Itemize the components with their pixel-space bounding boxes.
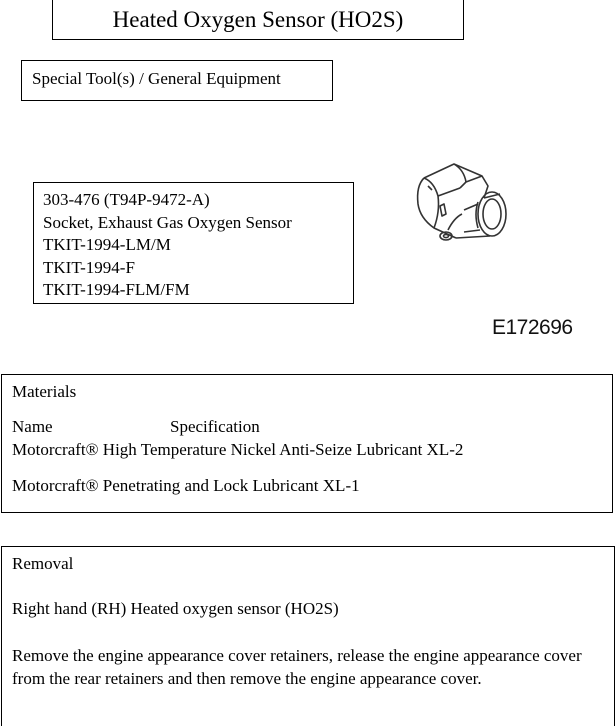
tool-list-box <box>33 182 354 304</box>
image-code: E172696 <box>492 316 573 339</box>
tool-item: 303-476 (T94P-9472-A) <box>43 190 210 209</box>
removal-heading: Removal <box>12 554 74 573</box>
removal-instruction: Remove the engine appearance cover retainers, release the engine appearance cover from the rear retainers and then remove the engine appearance cover. <box>12 646 582 688</box>
title-box <box>52 0 464 40</box>
materials-column-specification: Specification <box>170 417 260 436</box>
special-tools-header-box <box>21 60 333 101</box>
removal-box <box>1 546 615 726</box>
materials-heading: Materials <box>12 382 77 401</box>
tool-item: TKIT-1994-FLM/FM <box>43 280 190 299</box>
oxygen-sensor-socket-illustration <box>404 156 522 256</box>
tool-item: TKIT-1994-LM/M <box>43 235 171 254</box>
materials-column-name: Name <box>12 417 53 436</box>
special-tools-heading: Special Tool(s) / General Equipment <box>32 69 281 88</box>
page-title: Heated Oxygen Sensor (HO2S) <box>112 7 404 32</box>
material-item: Motorcraft® Penetrating and Lock Lubricant XL-1 <box>12 476 360 495</box>
tool-item: Socket, Exhaust Gas Oxygen Sensor <box>43 212 292 232</box>
material-item: Motorcraft® High Temperature Nickel Anti-Seize Lubricant XL-2 <box>12 440 464 459</box>
tool-list <box>43 189 292 302</box>
removal-subheading: Right hand (RH) Heated oxygen sensor (HO2S) <box>12 599 339 618</box>
tool-item: TKIT-1994-F <box>43 257 135 277</box>
materials-box <box>1 374 613 513</box>
